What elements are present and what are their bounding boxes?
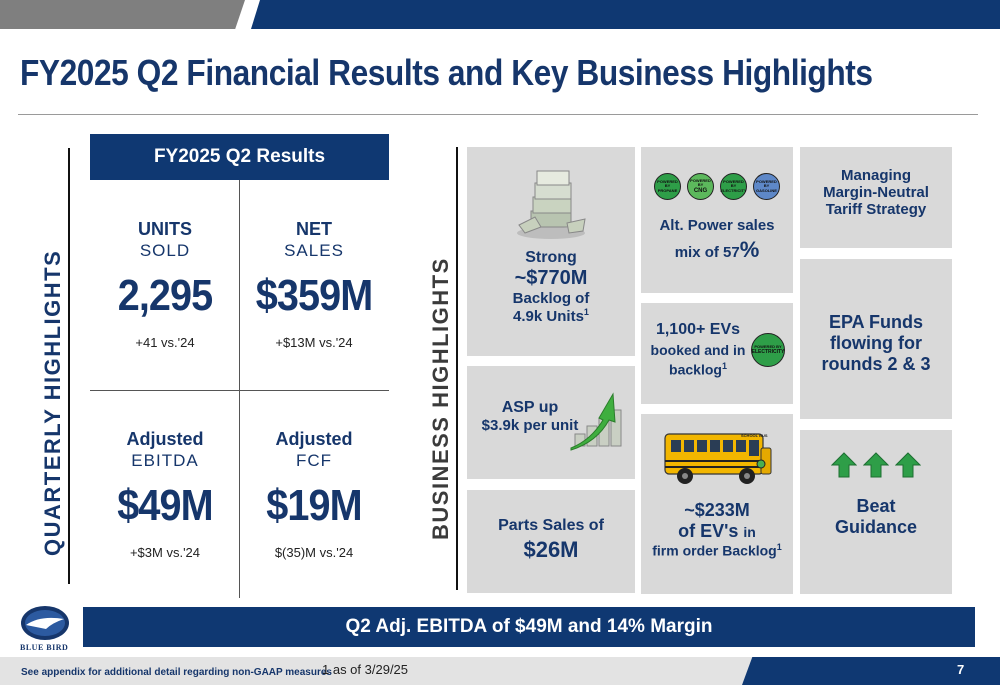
tile-parts-sales [467,490,635,593]
page-title: FY2025 Q2 Financial Results and Key Business Highlights [20,52,873,93]
metric-sublabel: FCF [295,451,333,470]
quarterly-highlights-label: QUARTERLY HIGHLIGHTS [40,249,65,556]
metric-sublabel: SALES [284,241,344,260]
fuel-badge-top: POWERED BY [756,179,777,188]
fuel-badge-main: PROPANE [657,188,678,193]
evs-line-1: 1,100+ EVs [655,321,741,338]
metric-adjusted-ebitda [90,429,240,560]
parts-line-2: $26M [523,537,579,562]
evs-line-2: booked and in [650,342,746,358]
firm-line-2b: in [743,524,756,540]
tariff-line-1: Managing [841,167,911,184]
metric-label: Adjusted [275,429,353,449]
tile-asp [467,366,635,479]
metric-value: 2,295 [117,271,213,320]
metric-units-sold [90,219,240,350]
fuel-badge-icon [687,173,714,200]
metric-label: NET [296,219,332,239]
evs-text [645,321,751,378]
guidance-line-1: Beat [856,496,896,516]
fuel-badge-top: POWERED BY [657,179,678,188]
altpower-line-2-text: mix of 57 [674,244,740,261]
footer-note: See appendix for additional detail regarding non-GAAP measures [21,667,332,678]
metric-sublabel: EBITDA [131,451,199,470]
evs-line-3 [645,361,751,378]
firm-line-1: ~$233M [684,500,750,520]
metric-label: Adjusted [126,429,204,449]
metric-label: UNITS [138,219,192,239]
tile-backlog [467,147,635,356]
fuel-badge-icon [654,173,681,200]
fuel-badge-main: GASOLINE [756,188,777,193]
business-highlights-label: BUSINESS HIGHLIGHTS [428,257,453,540]
school-bus-icon [661,426,773,490]
fuel-badge-top: POWERED BY [723,179,744,188]
parts-line-1: Parts Sales of [498,517,604,534]
tile-beat-guidance [800,430,952,594]
top-grey-bar [0,0,245,29]
fuel-badge-main: ELECTRICITY [720,188,747,193]
title-divider [18,114,978,115]
fuel-badge-top: POWERED BY [690,178,711,187]
fuel-badge-icon [753,173,780,200]
backlog-footnote-mark: 1 [583,307,589,317]
fuel-badge-main: CNG [693,188,708,194]
altpower-percent: % [739,237,760,262]
metric-comparison: +$13M vs.'24 [275,335,353,350]
tile-alt-power [641,147,793,293]
altpower-line-1: Alt. Power sales [659,217,775,234]
tariff-line-2: Margin-Neutral [823,184,929,201]
metric-net-sales [239,219,389,350]
tile-tariff-strategy [800,147,952,248]
metric-value: $49M [117,481,213,530]
fuel-badges [641,173,793,200]
metric-value: $359M [255,271,373,320]
footer-footnote: 1 as of 3/29/25 [322,662,409,677]
business-divider [456,147,458,590]
guidance-line-2: Guidance [834,517,918,537]
backlog-line-1: Strong [525,249,577,266]
bus-label: SCHOOL BUS [741,433,768,438]
evs-line-3-text: backlog [669,361,722,378]
page-number: 7 [957,662,965,677]
up-arrow-icon [895,452,921,478]
backlog-line-2: ~$770M [514,267,588,289]
firm-footnote-mark: 1 [776,542,782,552]
evs-footnote-mark: 1 [721,361,727,371]
backlog-line-4-text: 4.9k Units [513,308,584,325]
firm-line-2 [641,521,793,542]
epa-line-2: flowing for [830,333,922,353]
ev-badge-main: ELECTRICITY [751,349,785,355]
results-header: FY2025 Q2 Results [90,134,389,180]
altpower-line-2 [641,237,793,263]
quarterly-divider [68,148,70,584]
backlog-line-4 [467,307,635,325]
metric-value: $19M [266,481,362,530]
firm-line-2a: of EV's [678,521,739,541]
money-stack-icon [511,167,591,241]
results-grid-horizontal [90,390,389,391]
bottom-banner: Q2 Adj. EBITDA of $49M and 14% Margin [83,607,975,647]
logo-text: BLUE BIRD [20,643,69,652]
asp-line-1: ASP up [501,399,559,416]
backlog-line-3: Backlog of [512,290,590,307]
tile-ev-bookings [641,303,793,404]
fuel-badge-icon [720,173,747,200]
up-arrow-icon [863,452,889,478]
asp-line-2: $3.9k per unit [481,417,579,434]
electricity-badge-icon [751,333,785,367]
ev-badge-top: POWERED BY [754,344,782,349]
growth-arrow-icon [569,390,629,452]
firm-line-3-text: firm order Backlog [652,542,777,559]
up-arrow-icon [831,452,857,478]
epa-line-3: rounds 2 & 3 [821,354,931,374]
metric-sublabel: SOLD [139,241,191,260]
tile-firm-order-backlog [641,414,793,594]
metric-comparison: +$3M vs.'24 [129,545,201,560]
firm-line-3 [641,542,793,559]
up-arrows [800,452,952,478]
top-navy-bar [251,0,1000,29]
metric-comparison: +41 vs.'24 [135,335,195,350]
metric-comparison: $(35)M vs.'24 [274,545,354,560]
tile-epa-funds [800,259,952,419]
metric-adjusted-fcf [239,429,389,560]
tariff-line-3: Tariff Strategy [825,201,927,218]
epa-line-1: EPA Funds [829,312,923,332]
